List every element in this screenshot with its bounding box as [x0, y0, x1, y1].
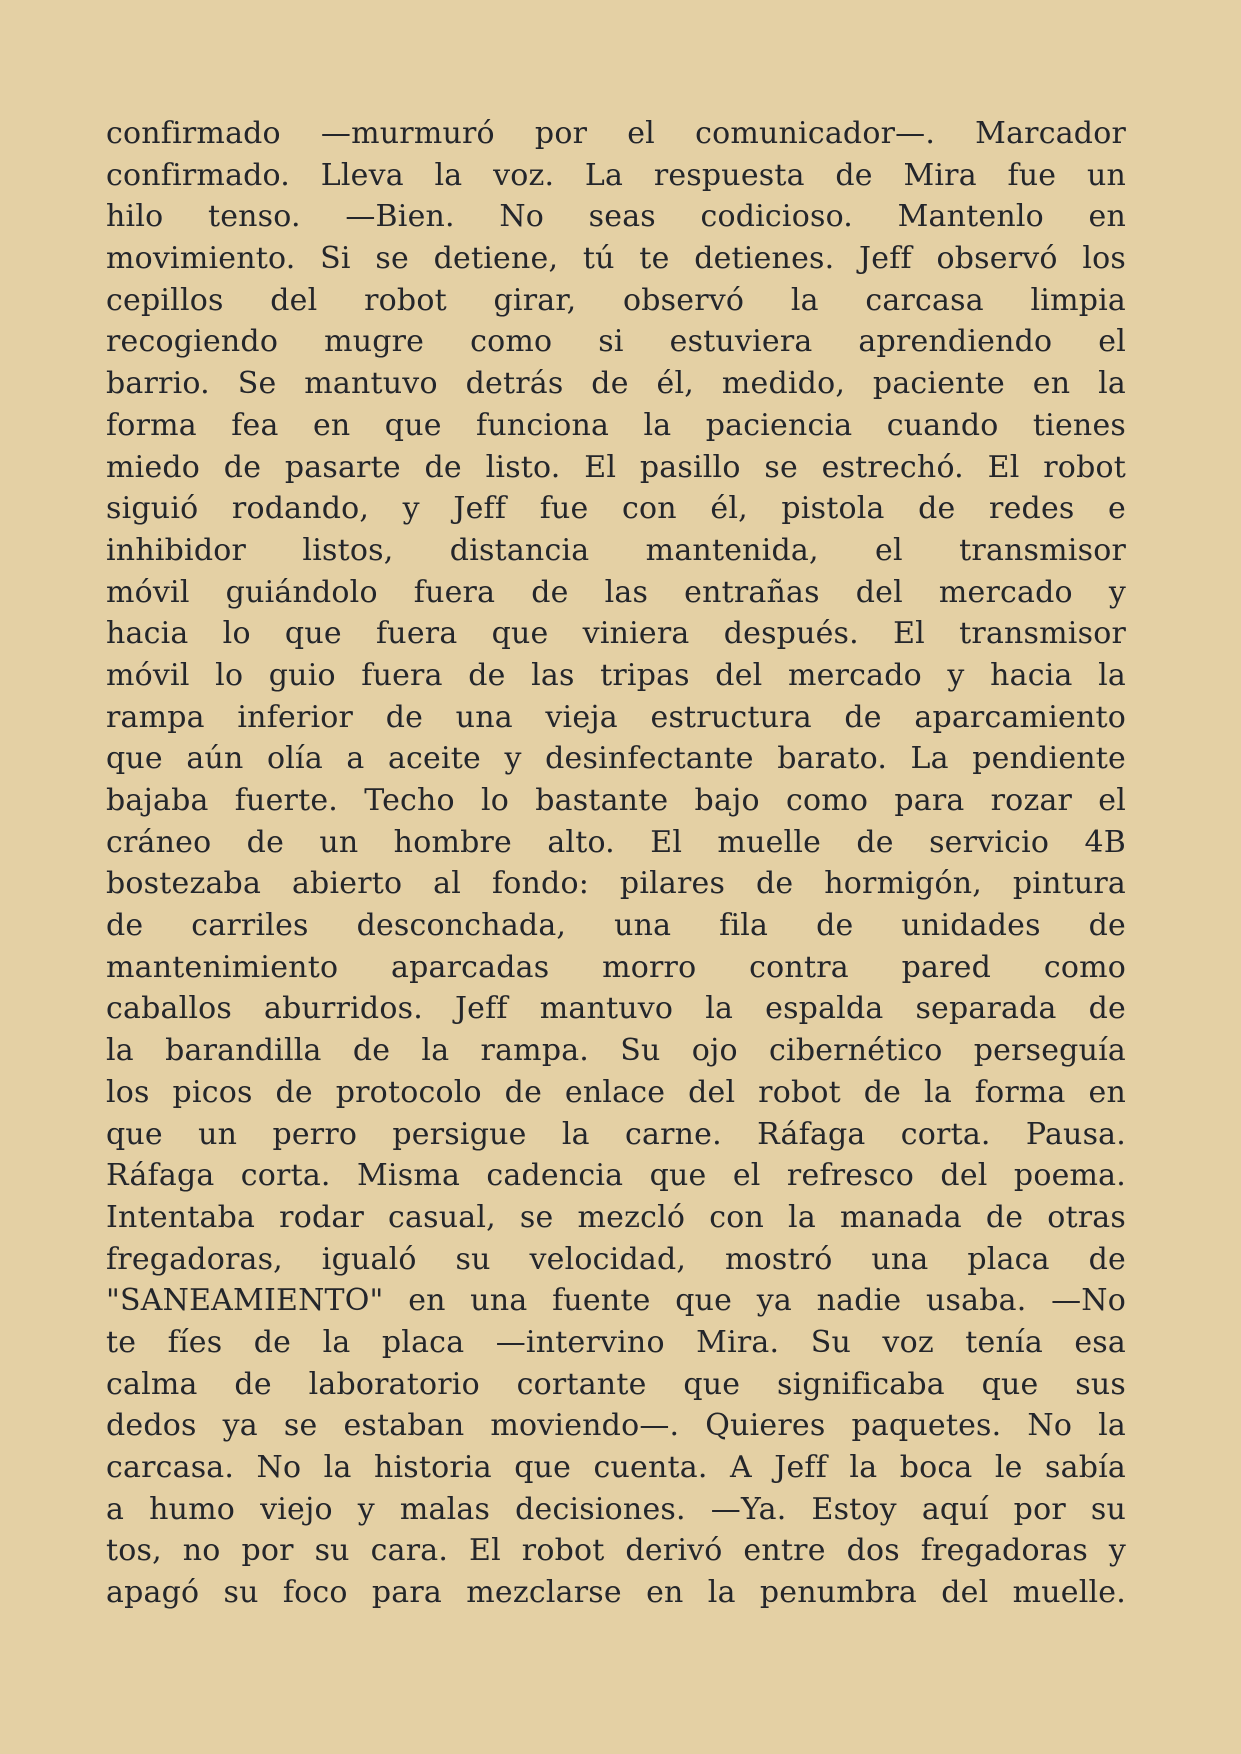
text-line: cepillos del robot girar, observó la carcasa limpia — [106, 282, 1126, 318]
text-line: te fíes de la placa —intervino Mira. Su voz tenía esa — [106, 1324, 1126, 1360]
text-line: dedos ya se estaban moviendo—. Quieres paquetes. No la — [106, 1408, 1126, 1444]
text-line: los picos de protocolo de enlace del robot de la forma en — [106, 1074, 1126, 1110]
text-line: siguió rodando, y Jeff fue con él, pistola de redes e — [106, 491, 1126, 527]
text-line: la barandilla de la rampa. Su ojo cibernético perseguía — [106, 1033, 1126, 1069]
text-block — [106, 113, 1126, 1614]
text-line: miedo de pasarte de listo. El pasillo se estrechó. El robot — [106, 449, 1126, 485]
text-line: fregadoras, igualó su velocidad, mostró una placa de — [106, 1241, 1126, 1277]
text-line: apagó su foco para mezclarse en la penumbra del muelle. — [106, 1575, 1126, 1611]
text-line: móvil lo guio fuera de las tripas del mercado y hacia la — [106, 657, 1126, 693]
text-line: que un perro persigue la carne. Ráfaga corta. Pausa. — [106, 1116, 1126, 1152]
text-line: rampa inferior de una vieja estructura de aparcamiento — [106, 699, 1126, 735]
text-line: tos, no por su cara. El robot derivó entre dos fregadoras y — [106, 1533, 1126, 1569]
text-line: hacia lo que fuera que viniera después. El transmisor — [106, 616, 1126, 652]
text-line: inhibidor listos, distancia mantenida, el transmisor — [106, 532, 1126, 568]
text-line: cráneo de un hombre alto. El muelle de servicio 4B — [106, 824, 1126, 860]
text-line: carcasa. No la historia que cuenta. A Jeff la boca le sabía — [106, 1450, 1126, 1485]
text-line: caballos aburridos. Jeff mantuvo la espalda separada de — [106, 991, 1126, 1027]
text-line: confirmado —murmuró por el comunicador—. Marcador — [106, 116, 1126, 151]
text-line: Intentaba rodar casual, se mezcló con la manada de otras — [106, 1199, 1126, 1235]
text-line: de carriles desconchada, una fila de unidades de — [106, 908, 1126, 944]
text-line: forma fea en que funciona la paciencia cuando tienes — [106, 407, 1126, 443]
text-line: Ráfaga corta. Misma cadencia que el refresco del poema. — [106, 1158, 1126, 1194]
text-line: bostezaba abierto al fondo: pilares de hormigón, pintura — [106, 866, 1126, 902]
text-line: que aún olía a aceite y desinfectante barato. La pendiente — [106, 741, 1126, 777]
text-line: móvil guiándolo fuera de las entrañas del mercado y — [106, 574, 1126, 610]
text-line: confirmado. Lleva la voz. La respuesta de Mira fue un — [106, 157, 1126, 193]
text-line: a humo viejo y malas decisiones. —Ya. Estoy aquí por su — [106, 1491, 1126, 1527]
text-line: recogiendo mugre como si estuviera aprendiendo el — [106, 324, 1126, 360]
text-line: mantenimiento aparcadas morro contra pared como — [106, 949, 1126, 985]
text-line: bajaba fuerte. Techo lo bastante bajo como para rozar el — [106, 783, 1126, 818]
text-line: calma de laboratorio cortante que significaba que sus — [106, 1366, 1126, 1402]
text-line: barrio. Se mantuvo detrás de él, medido, paciente en la — [106, 366, 1126, 402]
text-line: hilo tenso. —Bien. No seas codicioso. Mantenlo en — [106, 199, 1126, 235]
text-line: movimiento. Si se detiene, tú te detienes. Jeff observó los — [106, 241, 1126, 277]
text-line: "SANEAMIENTO" en una fuente que ya nadie usaba. —No — [106, 1283, 1126, 1319]
